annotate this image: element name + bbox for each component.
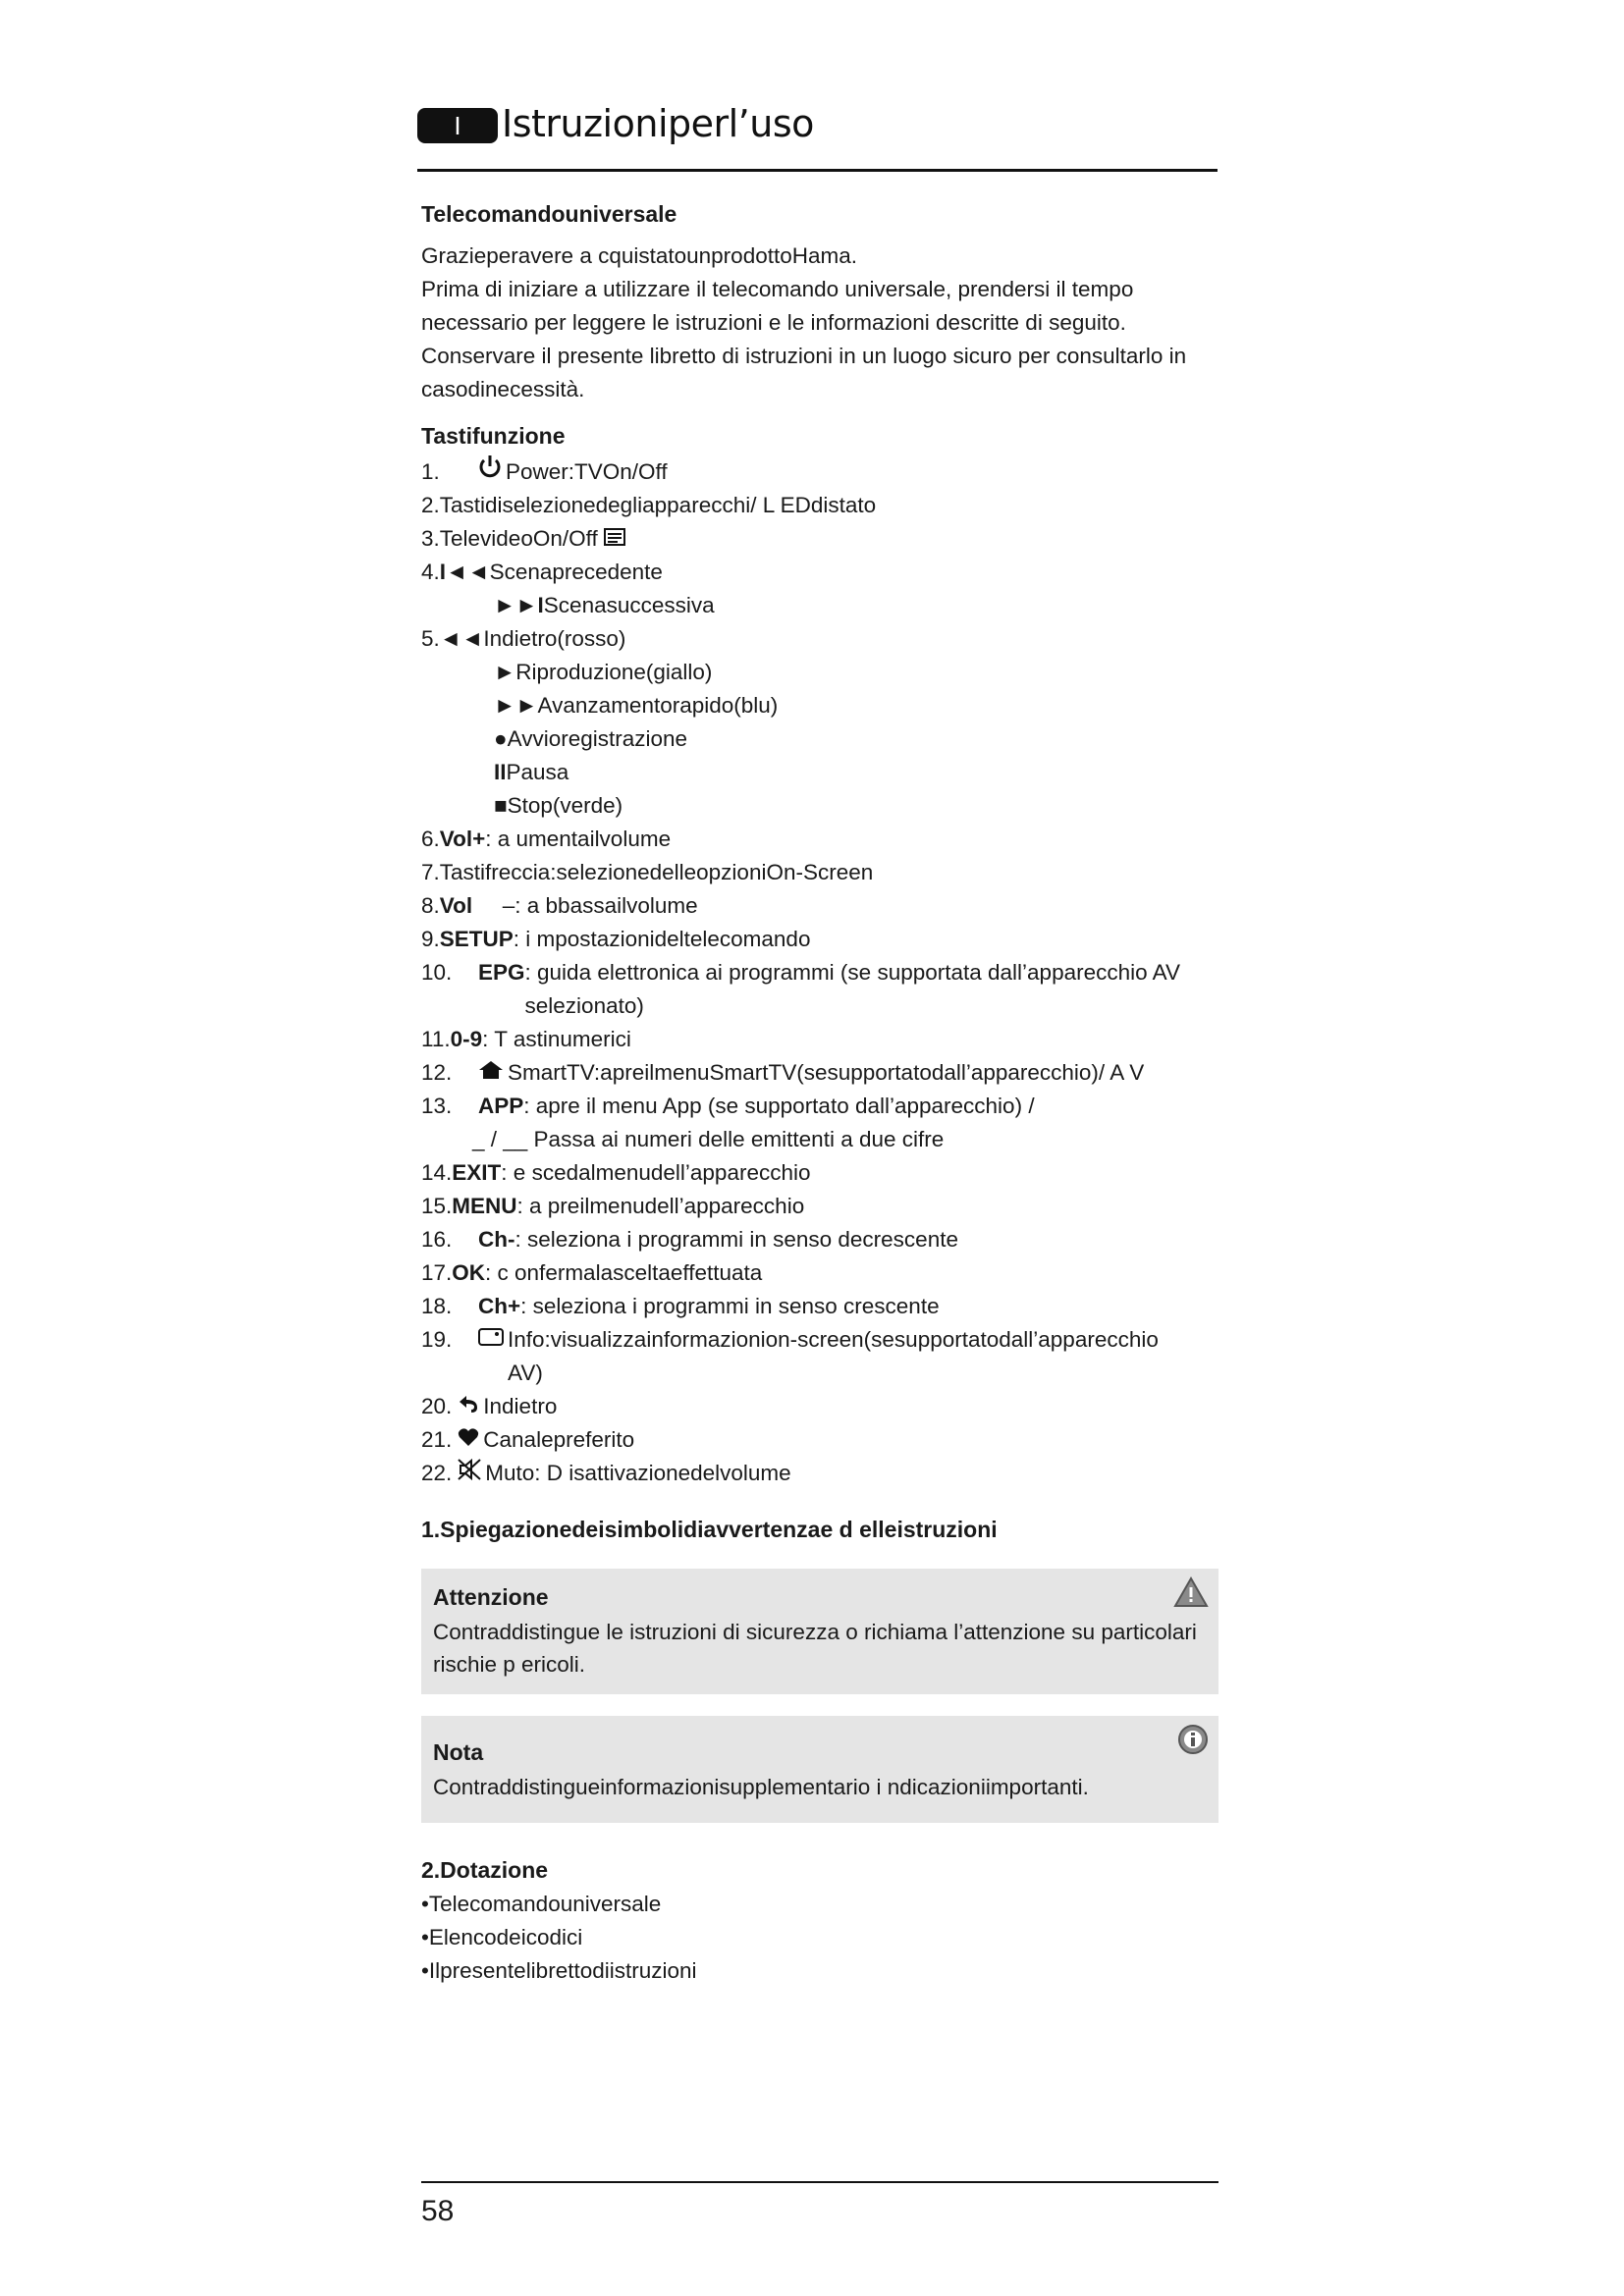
item-text: _ / __ Passa ai numeri delle emittenti a due cifre xyxy=(472,1127,945,1151)
item-key: APP xyxy=(478,1094,524,1118)
page-number: 58 xyxy=(421,2195,455,2227)
list-item xyxy=(421,689,1218,722)
intro-paragraph-2: Prima di iniziare a utilizzare il telecomando universale, prendersi il tempo necessario per leggere le istruzioni e le informazioni descritte di seguito. xyxy=(421,277,1134,335)
list-item xyxy=(421,1023,1218,1056)
list-item xyxy=(421,489,1218,522)
section1-heading: 1.Spiegazionedeisimbolidiavvertenzae d elleistruzioni xyxy=(421,1517,998,1542)
warning-triangle-icon xyxy=(1173,1576,1209,1618)
item-text: : c onfermalasceltaeffettuata xyxy=(485,1260,763,1285)
item-text: TelevideoOn/Off xyxy=(439,526,598,551)
list-item: •Ilpresentelibrettodiistruzioni xyxy=(421,1958,697,1983)
warning-box xyxy=(421,1569,1218,1694)
item-key: Vol xyxy=(439,893,473,918)
item-key: ►► xyxy=(494,693,538,718)
function-list xyxy=(421,454,1218,1490)
list-item xyxy=(421,1090,1218,1123)
list-item xyxy=(421,622,1218,656)
item-text: Indietro xyxy=(483,1394,558,1418)
item-number: 18. xyxy=(421,1294,453,1318)
footer-divider xyxy=(421,2181,1218,2183)
item-key: ■ xyxy=(494,793,508,818)
item-key: MENU xyxy=(452,1194,517,1218)
item-key: SETUP xyxy=(439,927,514,951)
list-item xyxy=(421,722,1218,756)
item-text: Avanzamentorapido(blu) xyxy=(537,693,779,718)
item-text: Info:visualizzainformazionion-screen(sesupportatodall’apparecchio AV) xyxy=(508,1327,1159,1385)
list-item xyxy=(421,1390,1218,1423)
item-text: Stop(verde) xyxy=(507,793,623,818)
item-text: Pausa xyxy=(506,760,569,784)
list-item xyxy=(421,889,1218,923)
item-text: Muto: D isattivazionedelvolume xyxy=(485,1461,791,1485)
item-number: 17. xyxy=(421,1260,453,1285)
item-number: 5. xyxy=(421,626,440,651)
back-icon xyxy=(458,1390,479,1423)
heart-icon xyxy=(458,1423,479,1457)
section2-heading: 2.Dotazione xyxy=(421,1857,549,1883)
item-number: 14. xyxy=(421,1160,453,1185)
intro-paragraph-3: Conservare il presente libretto di istruzioni in un luogo sicuro per consultarlo in casodinecessità. xyxy=(421,344,1187,401)
item-key: EXIT xyxy=(452,1160,502,1185)
item-text: : a umentailvolume xyxy=(485,827,672,851)
home-icon xyxy=(478,1056,504,1090)
note-box xyxy=(421,1716,1218,1823)
item-key: I◄◄ xyxy=(439,560,490,584)
intro-paragraph-1: Grazieperavere a cquistatounprodottoHama. xyxy=(421,243,858,268)
item-number: 9. xyxy=(421,927,440,951)
item-number: 13. xyxy=(421,1094,453,1118)
item-number: 15. xyxy=(421,1194,453,1218)
list-item xyxy=(421,789,1218,823)
item-number: 22. xyxy=(421,1461,453,1485)
teletext-icon xyxy=(604,522,625,556)
item-key: ● xyxy=(494,726,508,751)
power-icon xyxy=(478,454,502,489)
item-text: Canalepreferito xyxy=(483,1427,635,1452)
item-key: Vol+ xyxy=(439,827,486,851)
list-item xyxy=(421,522,1218,556)
list-item xyxy=(421,1290,1218,1323)
list-item xyxy=(421,1156,1218,1190)
item-key: ►►I xyxy=(494,593,544,617)
list-item xyxy=(421,589,1218,622)
item-number: 8. xyxy=(421,893,440,918)
list-item xyxy=(421,823,1218,856)
list-item: •Elencodeicodici xyxy=(421,1925,583,1949)
header-title: Istruzioniperl’uso xyxy=(502,102,814,145)
item-text: Power:TVOn/Off xyxy=(506,459,668,484)
list-item xyxy=(421,1423,1218,1457)
item-text: : i mpostazionideltelecomando xyxy=(513,927,811,951)
info-circle-icon xyxy=(1177,1724,1209,1765)
item-text: Tastifreccia:selezionedelleopzioniOn-Screen xyxy=(439,860,874,884)
list-item xyxy=(421,1457,1218,1490)
item-number: 19. xyxy=(421,1327,453,1352)
list-item: •Telecomandouniversale xyxy=(421,1892,662,1916)
item-text: Tastidiselezionedegliapparecchi/ L EDdistato xyxy=(439,493,877,517)
list-item xyxy=(421,656,1218,689)
item-key: ► xyxy=(494,660,516,684)
item-key: 0-9 xyxy=(450,1027,483,1051)
item-text: : apre il menu App (se supportato dall’apparecchio) / xyxy=(523,1094,1035,1118)
warning-title: Attenzione xyxy=(433,1584,549,1610)
item-text: Scenasuccessiva xyxy=(543,593,715,617)
contents-list xyxy=(421,1888,1218,1988)
item-text: Scenaprecedente xyxy=(489,560,663,584)
item-number: 12. xyxy=(421,1060,453,1085)
item-key: Ch+ xyxy=(478,1294,521,1318)
item-number: 1. xyxy=(421,459,440,484)
item-text: : a preilmenudell’apparecchio xyxy=(516,1194,805,1218)
item-number: 21. xyxy=(421,1427,453,1452)
mute-icon xyxy=(458,1457,481,1490)
item-text: : T astinumerici xyxy=(482,1027,631,1051)
item-text: Avvioregistrazione xyxy=(507,726,688,751)
list-item xyxy=(421,756,1218,789)
item-text: : seleziona i programmi in senso crescente xyxy=(520,1294,940,1318)
list-item xyxy=(421,1190,1218,1223)
note-text: Contraddistingueinformazionisupplementario i ndicazioniimportanti. xyxy=(433,1775,1089,1799)
header-divider xyxy=(417,169,1218,172)
list-item xyxy=(421,956,1218,1023)
item-text: : seleziona i programmi in senso decrescente xyxy=(514,1227,958,1252)
functions-heading: Tastifunzione xyxy=(421,423,566,449)
list-item xyxy=(421,1056,1218,1090)
list-item xyxy=(421,1223,1218,1256)
item-text: Riproduzione(giallo) xyxy=(515,660,713,684)
language-badge: I xyxy=(417,108,498,143)
item-number: 11. xyxy=(421,1027,451,1051)
item-number: 7. xyxy=(421,860,440,884)
item-text: SmartTV:apreilmenuSmartTV(sesupportatodall’apparecchio)/ A V xyxy=(508,1060,1145,1085)
item-key: Ch- xyxy=(478,1227,515,1252)
item-number: 2. xyxy=(421,493,440,517)
list-item xyxy=(421,556,1218,589)
warning-text: Contraddistingue le istruzioni di sicurezza o richiama l’attenzione su particolari rischie p ericoli. xyxy=(433,1620,1197,1677)
item-number: 6. xyxy=(421,827,440,851)
list-item xyxy=(421,1323,1218,1390)
item-key: ◄◄ xyxy=(439,626,484,651)
list-item xyxy=(421,1123,1218,1156)
item-key: OK xyxy=(452,1260,486,1285)
item-text: –: a bbassailvolume xyxy=(502,893,698,918)
page-content xyxy=(421,196,1218,1988)
item-number: 3. xyxy=(421,526,440,551)
item-text: : e scedalmenudell’apparecchio xyxy=(501,1160,811,1185)
intro-heading: Telecomandouniversale xyxy=(421,201,677,227)
list-item xyxy=(421,923,1218,956)
item-number: 16. xyxy=(421,1227,453,1252)
list-item xyxy=(421,856,1218,889)
item-number: 20. xyxy=(421,1394,453,1418)
item-number: 10. xyxy=(421,960,453,985)
item-key: II xyxy=(494,760,507,784)
list-item xyxy=(421,454,1218,489)
note-title: Nota xyxy=(433,1739,484,1765)
item-text: : guida elettronica ai programmi (se supportata dall’apparecchio AV selezionato) xyxy=(524,960,1180,1018)
info-key-icon xyxy=(478,1323,504,1357)
list-item xyxy=(421,1256,1218,1290)
item-text: Indietro(rosso) xyxy=(483,626,626,651)
item-number: 4. xyxy=(421,560,440,584)
item-key: EPG xyxy=(478,960,525,985)
